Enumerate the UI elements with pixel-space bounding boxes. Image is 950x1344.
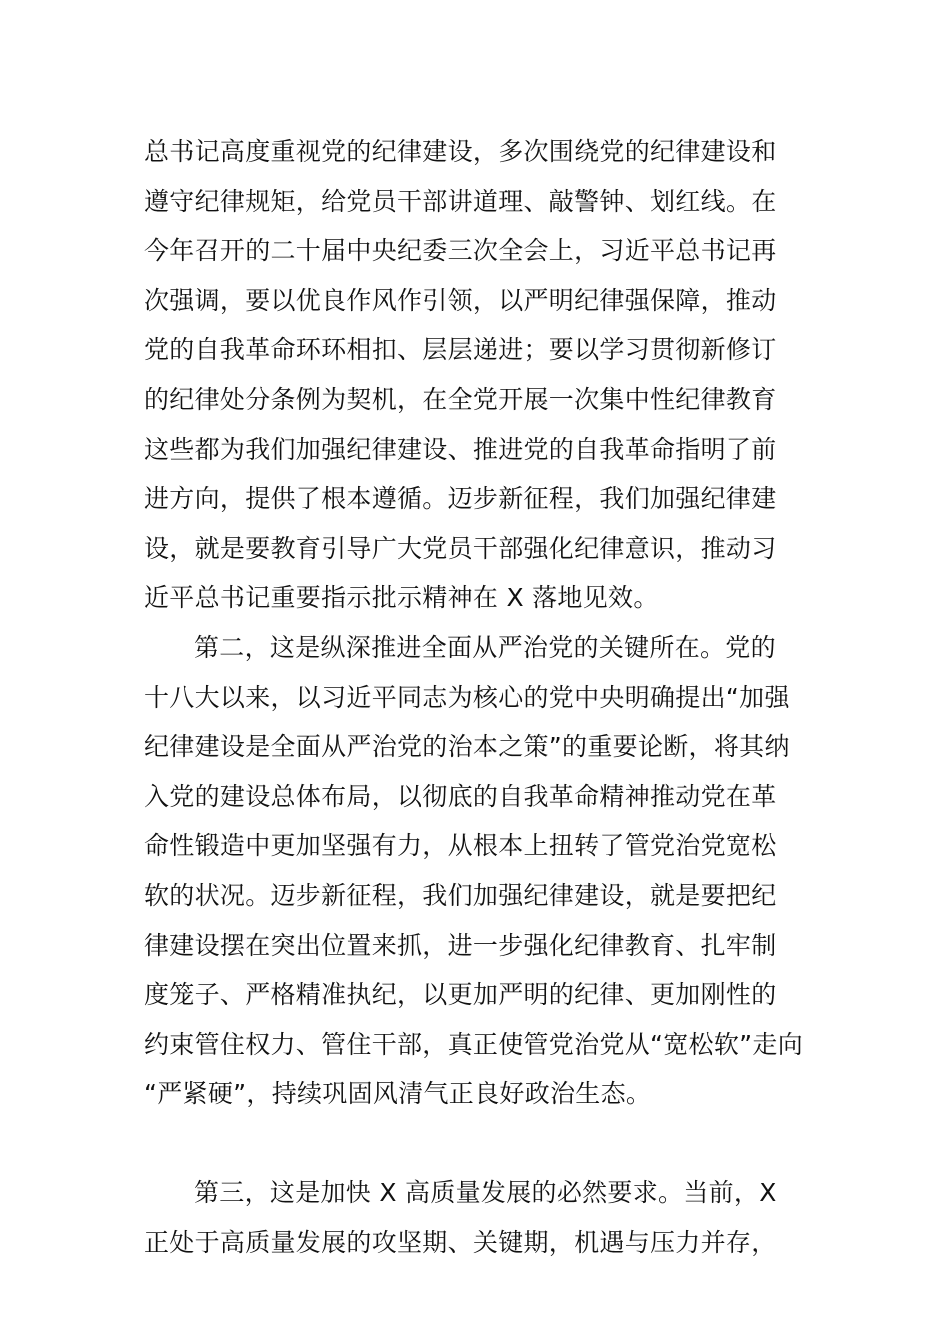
text-line: 这些都为我们加强纪律建设、推进党的自我革命指明了前 (144, 434, 777, 464)
text-line: 党的自我革命环环相扣、层层递进；要以学习贯彻新修订 (144, 335, 777, 365)
text-line: 遵守纪律规矩，给党员干部讲道理、敲警钟、划红线。在 (144, 186, 777, 216)
text-line: 纪律建设是全面从严治党的治本之策”的重要论断，将其纳 (144, 732, 790, 762)
text-line: 总书记高度重视党的纪律建设，多次围绕党的纪律建设和 (144, 137, 777, 166)
text-line: 命性锻造中更加坚强有力，从根本上扭转了管党治党宽松 (144, 831, 777, 861)
text-line: 近平总书记重要指示批示精神在 X 落地见效。 (144, 583, 659, 613)
text-line: 律建设摆在突出位置来抓，进一步强化纪律教育、扎牢制 (144, 930, 777, 960)
text-line: 进方向，提供了根本遵循。迈步新征程，我们加强纪律建 (144, 484, 777, 514)
text-line: 约束管住权力、管住干部，真正使管党治党从“宽松软”走向 (144, 1029, 804, 1059)
text-line: 度笼子、严格精准执纪，以更加严明的纪律、更加刚性的 (144, 980, 777, 1010)
text-line: 次强调，要以优良作风作引领，以严明纪律强保障，推动 (144, 285, 777, 315)
paragraph-start-line: 第三，这是加快 X 高质量发展的必然要求。当前，X (194, 1178, 777, 1208)
text-line: 今年召开的二十届中央纪委三次全会上，习近平总书记再 (144, 236, 777, 266)
text-line: 入党的建设总体布局，以彻底的自我革命精神推动党在革 (144, 781, 777, 811)
blank-line (144, 1119, 809, 1169)
text-line: 正处于高质量发展的攻坚期、关键期，机遇与压力并存， (144, 1228, 777, 1258)
document-body (144, 127, 809, 1268)
text-line: “严紧硬”，持续巩固风清气正良好政治生态。 (144, 1079, 652, 1109)
text-line: 设，就是要教育引导广大党员干部强化纪律意识，推动习 (144, 533, 777, 563)
text-line: 软的状况。迈步新征程，我们加强纪律建设，就是要把纪 (144, 880, 777, 910)
paragraph-start-line: 第二，这是纵深推进全面从严治党的关键所在。党的 (194, 632, 776, 662)
text-line: 十八大以来，以习近平同志为核心的党中央明确提出“加强 (144, 682, 790, 712)
text-line: 的纪律处分条例为契机，在全党开展一次集中性纪律教育 (144, 384, 777, 414)
